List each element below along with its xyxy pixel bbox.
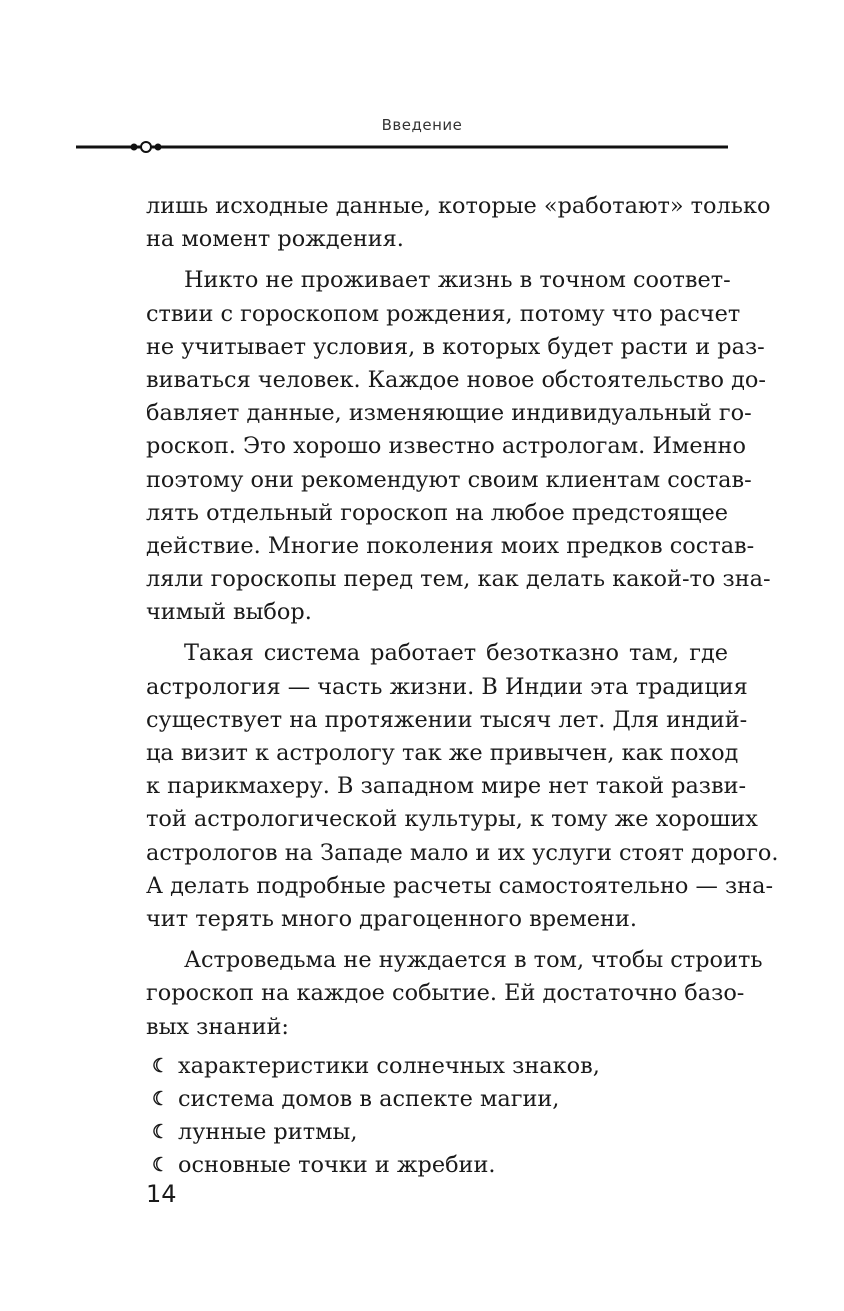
bullet-list — [146, 1050, 728, 1183]
text-line: к парикмахеру. В западном мире нет такой разви- — [146, 773, 747, 800]
text-line: действие. Многие поколения моих предков состав- — [146, 532, 755, 559]
text-line: А делать подробные расчеты самостоятельно — зна- — [146, 872, 774, 899]
paragraph — [146, 190, 771, 256]
text-line: астрология — часть жизни. В Индии эта традиция — [146, 673, 748, 700]
text-line: существует на протяжении тысяч лет. Для индий- — [146, 706, 748, 733]
body-text — [146, 190, 779, 1182]
text-line: виваться человек. Каждое новое обстоятельство до- — [146, 366, 766, 393]
text-line: астрологов на Западе мало и их услуги стоят дорого. — [146, 839, 779, 866]
page-number: 14 — [146, 1180, 177, 1208]
list-item — [146, 1116, 728, 1149]
text-line: ляли гороскопы перед тем, как делать какой-то зна- — [146, 566, 771, 593]
list-item-text: лунные ритмы, — [178, 1119, 358, 1146]
paragraph — [146, 264, 771, 629]
crescent-moon-icon: ☾ — [152, 1154, 170, 1177]
text-line: вых знаний: — [146, 1013, 289, 1040]
text-line: поэтому они рекомендуют своим клиентам состав- — [146, 466, 752, 493]
crescent-moon-icon: ☾ — [152, 1087, 170, 1110]
dots-ornament-icon — [131, 142, 162, 152]
text-line: чит терять много драгоценного времени. — [146, 905, 637, 932]
text-line: чимый выбор. — [146, 599, 312, 626]
text-line: ца визит к астрологу так же привычен, как поход — [146, 740, 739, 766]
text-line: роскоп. Это хорошо известно астрологам. Именно — [146, 433, 746, 460]
text-line: Никто не проживает жизнь в точном соответ- — [184, 267, 731, 294]
text-line: на момент рождения. — [146, 226, 404, 253]
text-line: Астроведьма не нуждается в том, чтобы строить — [184, 947, 763, 974]
text-line: не учитывает условия, в которых будет расти и раз- — [146, 333, 765, 360]
text-line: лишь исходные данные, которые «работают» только — [146, 193, 771, 219]
text-line: ствии с гороскопом рождения, потому что расчет — [146, 300, 741, 327]
text-line: бавляет данные, изменяющие индивидуальный го- — [146, 400, 752, 427]
crescent-moon-icon: ☾ — [152, 1054, 170, 1077]
text-line: Такая система работает безотказно там, где — [184, 640, 728, 667]
header-rule — [76, 137, 728, 157]
list-item — [146, 1050, 728, 1083]
paragraph — [146, 944, 763, 1044]
list-item-text: основные точки и жребии. — [178, 1152, 496, 1179]
paragraph — [146, 637, 779, 936]
list-item-text: характеристики солнечных знаков, — [178, 1052, 600, 1079]
crescent-moon-icon: ☾ — [152, 1121, 170, 1144]
running-head: Введение — [381, 116, 463, 134]
list-item — [146, 1149, 728, 1182]
text-line: той астрологической культуры, к тому же хороших — [146, 806, 758, 833]
list-item-text: система домов в аспекте магии, — [178, 1085, 560, 1112]
text-line: лять отдельный гороскоп на любое предстоящее — [146, 499, 728, 526]
text-line: гороскоп на каждое событие. Ей достаточно базо- — [146, 980, 745, 1007]
list-item — [146, 1083, 728, 1116]
